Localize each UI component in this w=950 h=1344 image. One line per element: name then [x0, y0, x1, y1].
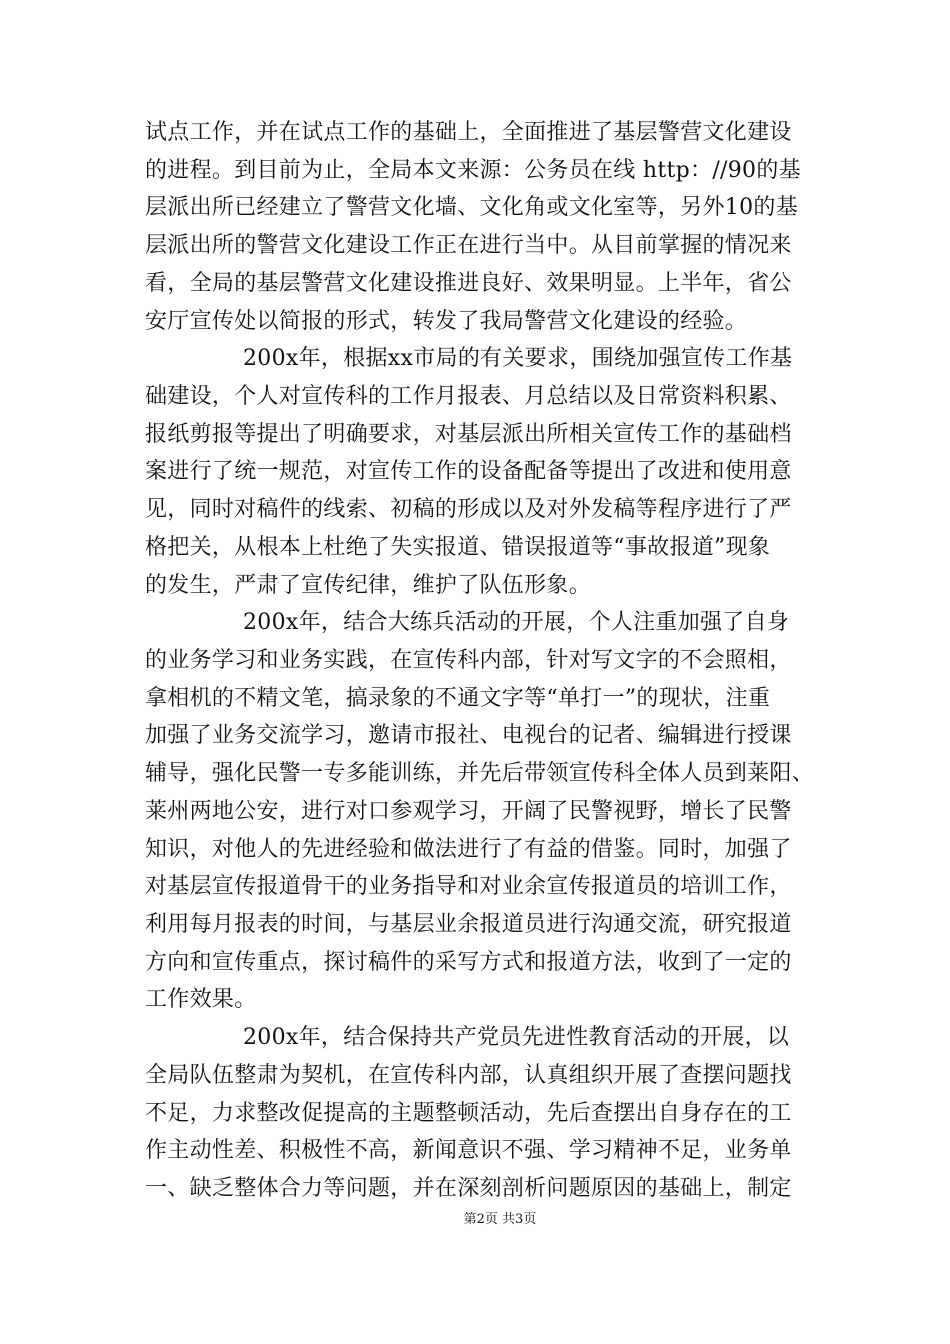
text-line: 看，全局的基层警营文化建设推进良好、效果明显。上半年，省公: [145, 270, 792, 296]
text-line: 拿相机的不精文笔，搞录象的不通文字等“单打一”的现状，注重: [145, 685, 771, 711]
text-line: 的发生，严肃了宣传纪律，维护了队伍形象。: [145, 572, 592, 598]
text-line: 层派出所已经建立了警营文化墙、文化角或文化室等，另外10的基: [145, 195, 798, 221]
text-line: 案进行了统一规范，对宣传工作的设备配备等提出了改进和使用意: [145, 459, 792, 485]
text-line: 层派出所的警营文化建设工作正在进行当中。从目前掌握的情况来: [145, 233, 792, 259]
text-line: 全局队伍整肃为契机，在宣传科内部，认真组织开展了查摆问题找: [145, 1062, 792, 1088]
text-line: 的进程。到目前为止，全局本文来源：公务员在线 http：//90的基: [145, 157, 801, 183]
text-line: 作主动性差、积极性不高，新闻意识不强、学习精神不足，业务单: [145, 1138, 792, 1164]
text-line: 础建设，个人对宣传科的工作月报表、月总结以及日常资料积累、: [145, 384, 792, 409]
text-line: 格把关，从根本上杜绝了失实报道、错误报道等“事故报道”现象: [145, 534, 771, 560]
text-line: 对基层宣传报道骨干的业务指导和对业余宣传报道员的培训工作，: [145, 874, 792, 900]
page-footer: 第2页 共3页: [463, 1212, 537, 1227]
text-line: 安厅宣传处以简报的形式，转发了我局警营文化建设的经验。: [145, 308, 748, 334]
text-line: 加强了业务交流学习，邀请市报社、电视台的记者、编辑进行授课: [145, 723, 792, 749]
paragraph-start-line: 200x年，根据xx市局的有关要求，围绕加强宣传工作基: [243, 346, 793, 372]
text-line: 不足，力求整改促提高的主题整顿活动，先后查摆出自身存在的工: [145, 1100, 792, 1126]
text-line: 见，同时对稿件的线索、初稿的形成以及对外发稿等程序进行了严: [145, 497, 792, 523]
paragraph-start-line: 200x年，结合大练兵活动的开展，个人注重加强了自身: [243, 610, 790, 636]
text-line: 工作效果。: [145, 987, 257, 1013]
text-line: 利用每月报表的时间，与基层业余报道员进行沟通交流，研究报道: [145, 912, 792, 937]
text-line: 一、缺乏整体合力等问题，并在深刻剖析问题原因的基础上，制定: [145, 1176, 792, 1201]
text-line: 知识，对他人的先进经验和做法进行了有益的借鉴。同时，加强了: [145, 836, 792, 862]
text-line: 报纸剪报等提出了明确要求，对基层派出所相关宣传工作的基础档: [145, 421, 792, 447]
text-line: 辅导，强化民警一专多能训练，并先后带领宣传科全体人员到莱阳、: [145, 761, 815, 787]
text-line: 莱州两地公安，进行对口参观学习，开阔了民警视野，增长了民警: [145, 798, 792, 824]
text-line: 方向和宣传重点，探讨稿件的采写方式和报道方法，收到了一定的: [145, 949, 792, 975]
paragraph-start-line: 200x年，结合保持共产党员先进性教育活动的开展，以: [243, 1025, 790, 1051]
text-line: 的业务学习和业务实践，在宣传科内部，针对写文字的不会照相，: [145, 648, 792, 673]
text-line: 试点工作，并在试点工作的基础上，全面推进了基层警营文化建设: [145, 120, 792, 145]
